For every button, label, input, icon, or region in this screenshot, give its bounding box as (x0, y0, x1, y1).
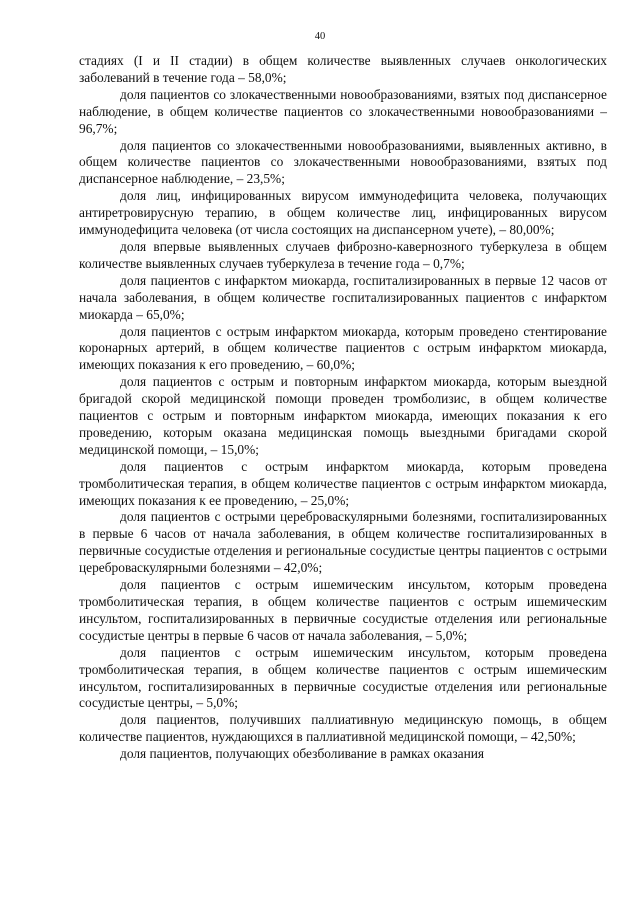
paragraph-stroke-thrombolytic: доля пациентов с острым ишемическим инсультом, которым проведена тромболитическая терапия, в общем количестве пациентов с острым ишемическим инсультом, госпитализированных в первичные сосудистые отделения или региональные сосудистые центры, – 5,0%; (79, 644, 607, 711)
paragraph-infarction-12h: доля пациентов с инфарктом миокарда, госпитализированных в первые 12 часов от начала заболевания, в общем количестве госпитализированных пациентов с инфарктом миокарда – 65,0%; (79, 272, 607, 322)
paragraph-pain-relief: доля пациентов, получающих обезболивание в рамках оказания (120, 746, 485, 762)
paragraph-palliative-care: доля пациентов, получивших паллиативную медицинскую помощь, в общем количестве пациентов, нуждающихся в паллиативной медицинской помощи, – 42,50%; (79, 712, 607, 745)
paragraph-stenting: доля пациентов с острым инфарктом миокарда, которым проведено стентирование коронарных артерий, в общем количестве пациентов с острым инфарктом миокарда, имеющих показания к его проведению, – 60,0%; (79, 323, 607, 373)
paragraph-cerebrovascular-6h: доля пациентов с острыми цереброваскулярными болезнями, госпитализированных в первые 6 часов от начала заболевания, в общем количестве госпитализированных в первичные сосудистые отделения и региональные сосудистые центры пациентов с острыми цереброваскулярными болезнями – 42,0%; (79, 509, 607, 576)
paragraph-thrombolytic-infarction: доля пациентов с острым инфарктом миокарда, которым проведена тромболитическая терапия, в общем количестве пациентов с острым инфарктом миокарда, имеющих показания к ее проведению, – 25,0%; (79, 458, 607, 508)
paragraph-stroke-thrombolytic-6h: доля пациентов с острым ишемическим инсультом, которым проведена тромболитическая терапия, в общем количестве пациентов с острым ишемическим инсультом, госпитализированных в первичные сосудистые отделения или региональные сосудистые центры в первые 6 часов от начала заболевания, – 5,0%; (79, 577, 607, 643)
paragraph-oncology-dispensary: доля пациентов со злокачественными новообразованиями, взятых под диспансерное наблюдение, в общем количестве пациентов со злокачественными новообразованиями – 96,7%; (79, 86, 607, 136)
paragraph-tuberculosis: доля впервые выявленных случаев фиброзно-кавернозного туберкулеза в общем количестве выявленных случаев туберкулеза в течение года – 0,7%; (79, 238, 607, 271)
body-text (79, 53, 607, 763)
paragraph-thrombolysis-ambulance: доля пациентов с острым и повторным инфарктом миокарда, которым выездной бригадой скорой медицинской помощи проведен тромболизис, в общем количестве пациентов с острым и повторным инфарктом миокарда, имеющих показания к его проведению, которым оказана медицинская помощь выездными бригадами скорой медицинской помощи, – 15,0%; (79, 374, 607, 457)
paragraph-continuation: стадиях (I и II стадии) в общем количестве выявленных случаев онкологических заболеваний в течение года – 58,0%; (79, 53, 607, 85)
page-number: 40 (314, 31, 326, 42)
paragraph-hiv-therapy: доля лиц, инфицированных вирусом иммунодефицита человека, получающих антиретровирусную терапию, в общем количестве лиц, инфицированных вирусом иммунодефицита человека (от числа состоящих на диспансерном учете), – 80,00%; (79, 188, 607, 238)
paragraph-oncology-active: доля пациентов со злокачественными новообразованиями, выявленных активно, в общем количестве пациентов со злокачественными новообразованиями, взятых под диспансерное наблюдение, – 23,5%; (79, 137, 607, 187)
